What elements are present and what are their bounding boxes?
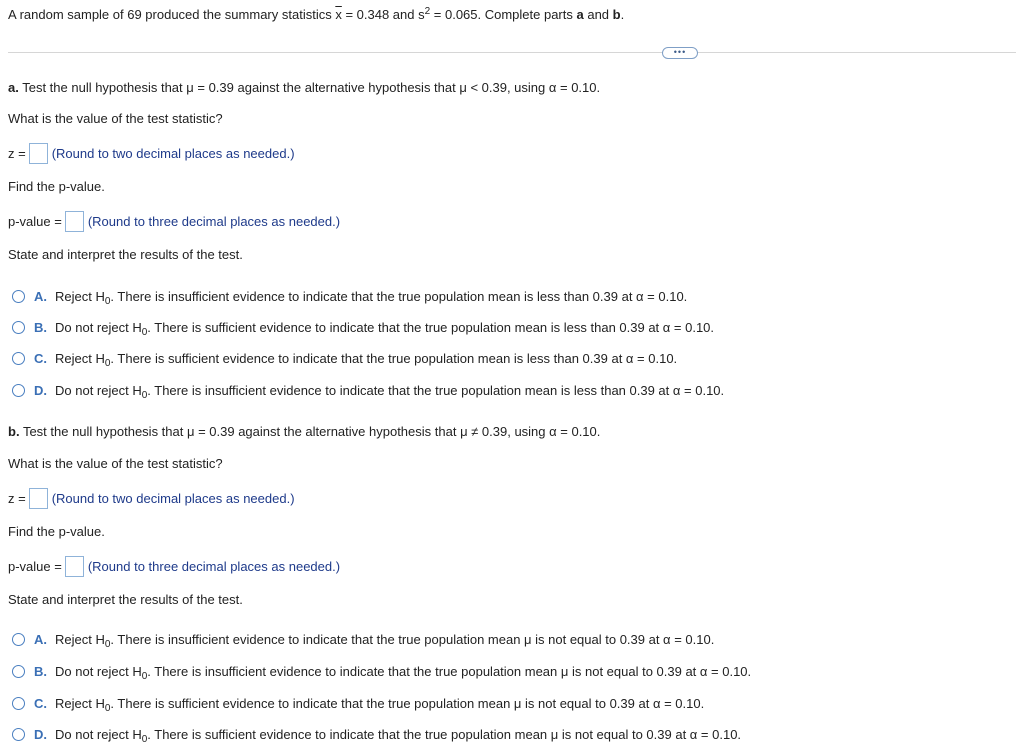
problem-statement [8, 7, 624, 25]
part-b-option-d[interactable] [12, 727, 741, 745]
z-label: z = [8, 490, 26, 506]
p-value-label: p-value = [8, 558, 62, 574]
part-b-option-b[interactable] [12, 664, 751, 682]
option-text: . There is sufficient evidence to indicate that the true population mean μ is not equal to 0.39 at α = 0.10. [110, 696, 705, 711]
subscript: 0 [104, 358, 111, 369]
option-letter: A. [34, 632, 47, 647]
radio-button[interactable] [12, 384, 25, 397]
option-text: . There is insufficient evidence to indicate that the true population mean μ is not equal to 0.39 at α = 0.10. [147, 664, 752, 679]
part-b-label: b. [8, 424, 20, 439]
subscript: 0 [104, 296, 111, 307]
part-b-question [8, 424, 600, 440]
part-a-question-text: Test the null hypothesis that μ = 0.39 against the alternative hypothesis that μ < 0.39, using α = 0.10. [18, 80, 601, 95]
part-a-stat-prompt: What is the value of the test statistic? [8, 111, 223, 126]
option-text: Reject H [55, 351, 105, 366]
intro-text: and [583, 7, 613, 22]
part-b-state-prompt: State and interpret the results of the test. [8, 592, 243, 607]
option-letter: A. [34, 289, 47, 304]
option-text: . There is insufficient evidence to indicate that the true population mean is less than 0.39 at α = 0.10. [147, 383, 725, 398]
z-label: z = [8, 145, 26, 161]
option-text: Reject H [55, 632, 105, 647]
part-b-option-a[interactable] [12, 632, 714, 650]
option-letter: B. [34, 320, 47, 335]
option-letter: D. [34, 727, 47, 742]
section-divider [8, 52, 1016, 53]
radio-button[interactable] [12, 290, 25, 303]
part-b-stat-prompt: What is the value of the test statistic? [8, 456, 223, 471]
subscript: 0 [141, 734, 148, 745]
option-text: . There is sufficient evidence to indicate that the true population mean is less than 0.39 at α = 0.10. [110, 351, 678, 366]
part-b-question-text: Test the null hypothesis that μ = 0.39 against the alternative hypothesis that μ ≠ 0.39, using α = 0.10. [19, 424, 601, 439]
subscript: 0 [104, 703, 111, 714]
radio-button[interactable] [12, 665, 25, 678]
option-letter: D. [34, 383, 47, 398]
intro-text: = 0.348 and s [341, 7, 425, 22]
part-a-z-input[interactable] [29, 143, 48, 164]
option-text: Reject H [55, 289, 105, 304]
part-a-question [8, 80, 600, 96]
option-text: . There is insufficient evidence to indicate that the true population mean μ is not equal to 0.39 at α = 0.10. [110, 632, 715, 647]
part-a-p-value-input[interactable] [65, 211, 84, 232]
part-a-option-d[interactable] [12, 383, 724, 401]
part-a-option-a[interactable] [12, 289, 687, 307]
z-hint: (Round to two decimal places as needed.) [51, 490, 295, 506]
part-b-p-row [8, 557, 340, 578]
part-a-p-prompt: Find the p-value. [8, 179, 105, 194]
option-text: Do not reject H [55, 727, 142, 742]
more-button[interactable]: ••• [662, 47, 698, 59]
radio-button[interactable] [12, 321, 25, 334]
z-hint: (Round to two decimal places as needed.) [51, 145, 295, 161]
p-value-label: p-value = [8, 213, 62, 229]
part-b-p-value-input[interactable] [65, 556, 84, 577]
subscript: 0 [104, 639, 111, 650]
part-a-option-c[interactable] [12, 351, 677, 369]
option-text: Do not reject H [55, 383, 142, 398]
option-text: Do not reject H [55, 664, 142, 679]
subscript: 0 [141, 390, 148, 401]
part-a-label: a. [8, 80, 19, 95]
option-text: Do not reject H [55, 320, 142, 335]
intro-text: . [620, 7, 625, 22]
part-a-state-prompt: State and interpret the results of the test. [8, 247, 243, 262]
part-b-option-c[interactable] [12, 696, 704, 714]
option-letter: B. [34, 664, 47, 679]
subscript: 0 [141, 327, 148, 338]
part-a-z-row [8, 144, 295, 165]
part-b-z-input[interactable] [29, 488, 48, 509]
p-value-hint: (Round to three decimal places as needed.) [87, 213, 341, 229]
option-text: Reject H [55, 696, 105, 711]
subscript: 0 [141, 671, 148, 682]
part-a-p-row [8, 212, 340, 233]
option-text: . There is sufficient evidence to indicate that the true population mean is less than 0.39 at α = 0.10. [147, 320, 715, 335]
intro-text: A random sample of 69 produced the summary statistics [8, 7, 336, 22]
part-b-p-prompt: Find the p-value. [8, 524, 105, 539]
part-b-z-row [8, 489, 295, 510]
radio-button[interactable] [12, 728, 25, 741]
superscript: 2 [424, 6, 431, 17]
option-letter: C. [34, 351, 47, 366]
option-letter: C. [34, 696, 47, 711]
p-value-hint: (Round to three decimal places as needed.) [87, 558, 341, 574]
radio-button[interactable] [12, 697, 25, 710]
option-text: . There is sufficient evidence to indicate that the true population mean μ is not equal to 0.39 at α = 0.10. [147, 727, 742, 742]
option-text: . There is insufficient evidence to indicate that the true population mean is less than 0.39 at α = 0.10. [110, 289, 688, 304]
xbar-symbol: $\overline{x}$ [335, 7, 342, 22]
radio-button[interactable] [12, 352, 25, 365]
part-b-ref: b [612, 7, 621, 22]
part-a-ref: a [576, 7, 584, 22]
part-a-option-b[interactable] [12, 320, 714, 338]
intro-text: = 0.065. Complete parts [430, 7, 577, 22]
radio-button[interactable] [12, 633, 25, 646]
